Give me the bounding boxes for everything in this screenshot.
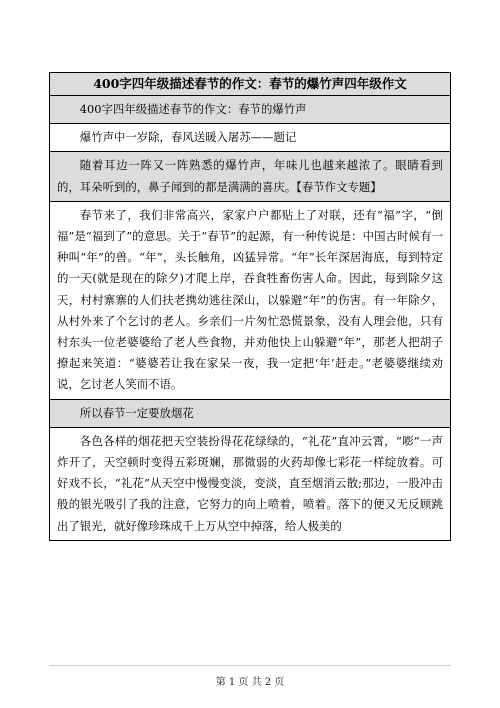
document-table xyxy=(49,72,451,541)
document-title: 400字四年级描述春节的作文：春节的爆竹声四年级作文 xyxy=(50,73,451,96)
paragraph-intro: 随着耳边一阵又一阵熟悉的爆竹声，年味儿也越来越浓了。眼睛看到的，耳朵听到的，鼻子闻到的都是满满的喜庆。【春节作文专题】 xyxy=(50,152,451,201)
footer-divider xyxy=(49,665,451,666)
epigraph-row: 爆竹声中一岁除，春风送暖入屠苏——题记 xyxy=(50,124,451,152)
subtitle-row: 400字四年级描述春节的作文：春节的爆竹声 xyxy=(50,96,451,124)
paragraph-legend: 春节来了，我们非常高兴，家家户户都贴上了对联，还有“福”字，“倒福”是“福到了”的意思。关于“春节”的起源，有一种传说是：中国古时候有一种叫“年”的兽。“年”，头长触角，凶猛异常。“年”长年深居海底，每到特定的一天(就是现在的除夕)才爬上岸，吞食牲畜伤害人命。因此，每到除夕这天，村村寨寨的人们扶老携幼逃往深山，以躲避“年”的伤害。有一年除夕，从村外来了个乞讨的老人。乡亲们一片匆忙恐慌景象，没有人理会他，只有村东头一位老婆婆给了老人些食物，并劝他快上山躲避“年”，那老人把胡子撩起来笑道：“婆婆若让我在家呆一夜，我一定把‘年’赶走。”老婆婆继续劝说，乞讨老人笑而不语。 xyxy=(50,201,451,399)
page-number: 第 1 页 共 2 页 xyxy=(215,677,285,688)
paragraph-fireworks-heading: 所以春节一定要放烟花 xyxy=(50,399,451,427)
paragraph-fireworks: 各色各样的烟花把天空装扮得花花绿绿的，“礼花”直冲云霄，“嘭”一声炸开了，天空顿时变得五彩斑斓，那微弱的火药却像七彩花一样绽放着。可好戏不长，“礼花”从天空中慢慢变淡，变淡，直至烟消云散;那边，一股冲击般的银光吸引了我的注意，它努力的向上喷着，喷着。落下的便又无反顾跳出了银光，就好像珍珠成千上万从空中掉落，给人极美的 xyxy=(50,427,451,540)
